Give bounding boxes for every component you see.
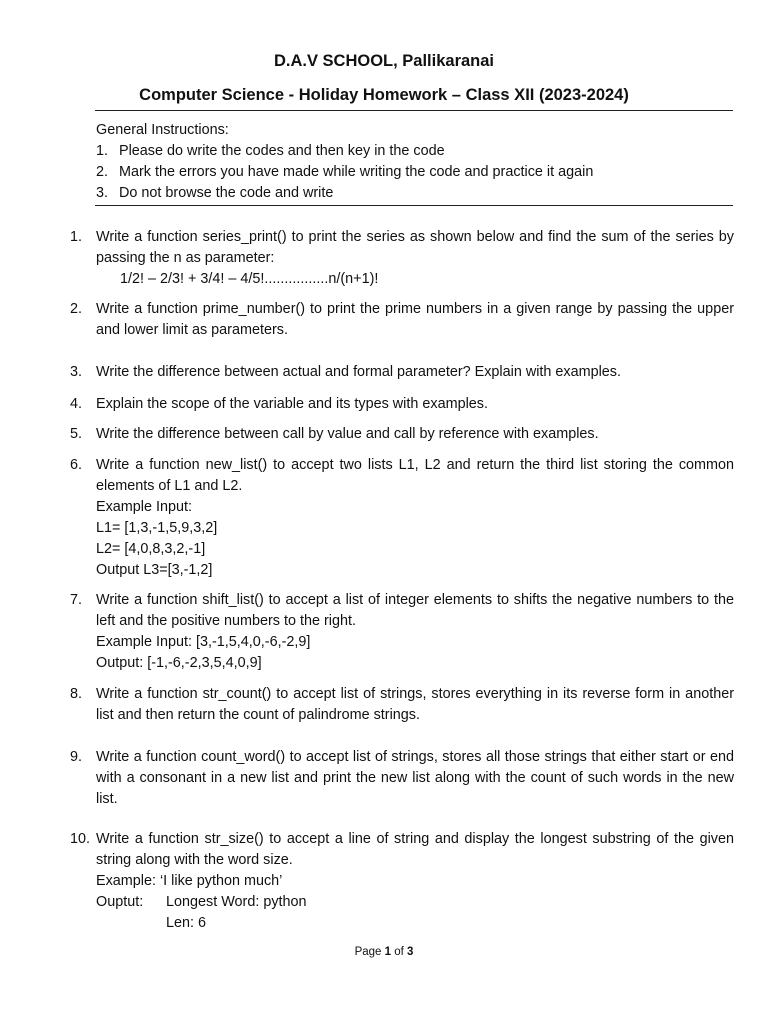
- example-output: Output: [-1,-6,-2,3,5,4,0,9]: [96, 655, 262, 671]
- question-number: 2.: [70, 301, 83, 317]
- instruction-text: Please do write the codes and then key in the code: [119, 143, 445, 159]
- output-value: Longest Word: python: [166, 894, 307, 910]
- example-line: Example: ‘I like python much’: [96, 873, 283, 889]
- total-pages: 3: [407, 946, 414, 958]
- question-text: Write the difference between call by value and call by reference with examples.: [96, 426, 599, 442]
- question-1: [70, 227, 734, 290]
- example-output: Output L3=[3,-1,2]: [96, 562, 213, 578]
- question-number: 4.: [70, 396, 83, 412]
- question-text: Write a function count_word() to accept list of strings, stores all those strings that either start or end with a consonant in a new list and print the new list along with the count of such words in the new list.: [96, 749, 734, 807]
- instruction-item: [96, 141, 736, 162]
- school-title: D.A.V SCHOOL, Pallikaranai: [273, 52, 495, 70]
- question-8: [70, 684, 734, 726]
- instruction-number: 2.: [96, 164, 109, 180]
- question-number: 9.: [70, 749, 83, 765]
- instruction-text: Do not browse the code and write: [119, 185, 334, 201]
- question-4: [70, 394, 734, 415]
- question-number: 8.: [70, 686, 83, 702]
- series-expression: 1/2! – 2/3! + 3/4! – 4/5!................n/(n+1)!: [120, 271, 379, 287]
- question-10: [70, 829, 734, 934]
- question-text: Write a function str_size() to accept a line of string and display the longest substring of the given string along with the word size.: [96, 831, 734, 868]
- question-text: Write a function shift_list() to accept a list of integer elements to shifts the negative numbers to the left and the positive numbers to the right.: [96, 592, 734, 629]
- question-number: 6.: [70, 457, 83, 473]
- question-6: [70, 455, 734, 581]
- of-label: of: [394, 946, 404, 958]
- instruction-number: 3.: [96, 185, 109, 201]
- page-footer: [0, 946, 768, 958]
- question-9: [70, 747, 734, 810]
- question-number: 1.: [70, 229, 83, 245]
- instruction-number: 1.: [96, 143, 109, 159]
- length-line: Len: 6: [166, 915, 207, 931]
- question-number: 10.: [70, 831, 91, 847]
- question-number: 5.: [70, 426, 83, 442]
- question-text: Write a function prime_number() to print the prime numbers in a given range by passing the upper and lower limit as parameters.: [96, 301, 734, 338]
- example-input: Example Input: [3,-1,5,4,0,-6,-2,9]: [96, 634, 311, 650]
- example-list-l1: L1= [1,3,-1,5,9,3,2]: [96, 520, 218, 536]
- question-7: [70, 590, 734, 674]
- instructions-heading: General Instructions:: [96, 122, 229, 138]
- instruction-text: Mark the errors you have made while writing the code and practice it again: [119, 164, 594, 180]
- current-page: 1: [384, 946, 392, 958]
- example-list-l2: L2= [4,0,8,3,2,-1]: [96, 541, 206, 557]
- instruction-item: [96, 183, 736, 204]
- question-text: Write the difference between actual and formal parameter? Explain with examples.: [96, 364, 622, 380]
- output-label: Ouptut:: [96, 894, 144, 910]
- instructions-divider: [95, 205, 733, 206]
- question-text: Explain the scope of the variable and its types with examples.: [96, 396, 488, 412]
- homework-subtitle: Computer Science - Holiday Homework – Class XII (2023-2024): [139, 86, 629, 104]
- question-5: [70, 424, 734, 445]
- question-number: 3.: [70, 364, 83, 380]
- example-input-label: Example Input:: [96, 499, 192, 515]
- question-text: Write a function new_list() to accept two lists L1, L2 and return the third list storing the common elements of L1 and L2.: [96, 457, 734, 494]
- general-instructions: [96, 120, 736, 204]
- page-label: Page: [354, 946, 382, 958]
- header-divider: [95, 110, 733, 111]
- question-2: [70, 299, 734, 341]
- instruction-item: [96, 162, 736, 183]
- question-3: [70, 362, 734, 383]
- output-row: [96, 892, 734, 913]
- question-text: Write a function series_print() to print the series as shown below and find the sum of the series by passing the n as parameter:: [96, 229, 734, 266]
- question-text: Write a function str_count() to accept list of strings, stores everything in its reverse form in another list and then return the count of palindrome strings.: [96, 686, 734, 723]
- question-number: 7.: [70, 592, 83, 608]
